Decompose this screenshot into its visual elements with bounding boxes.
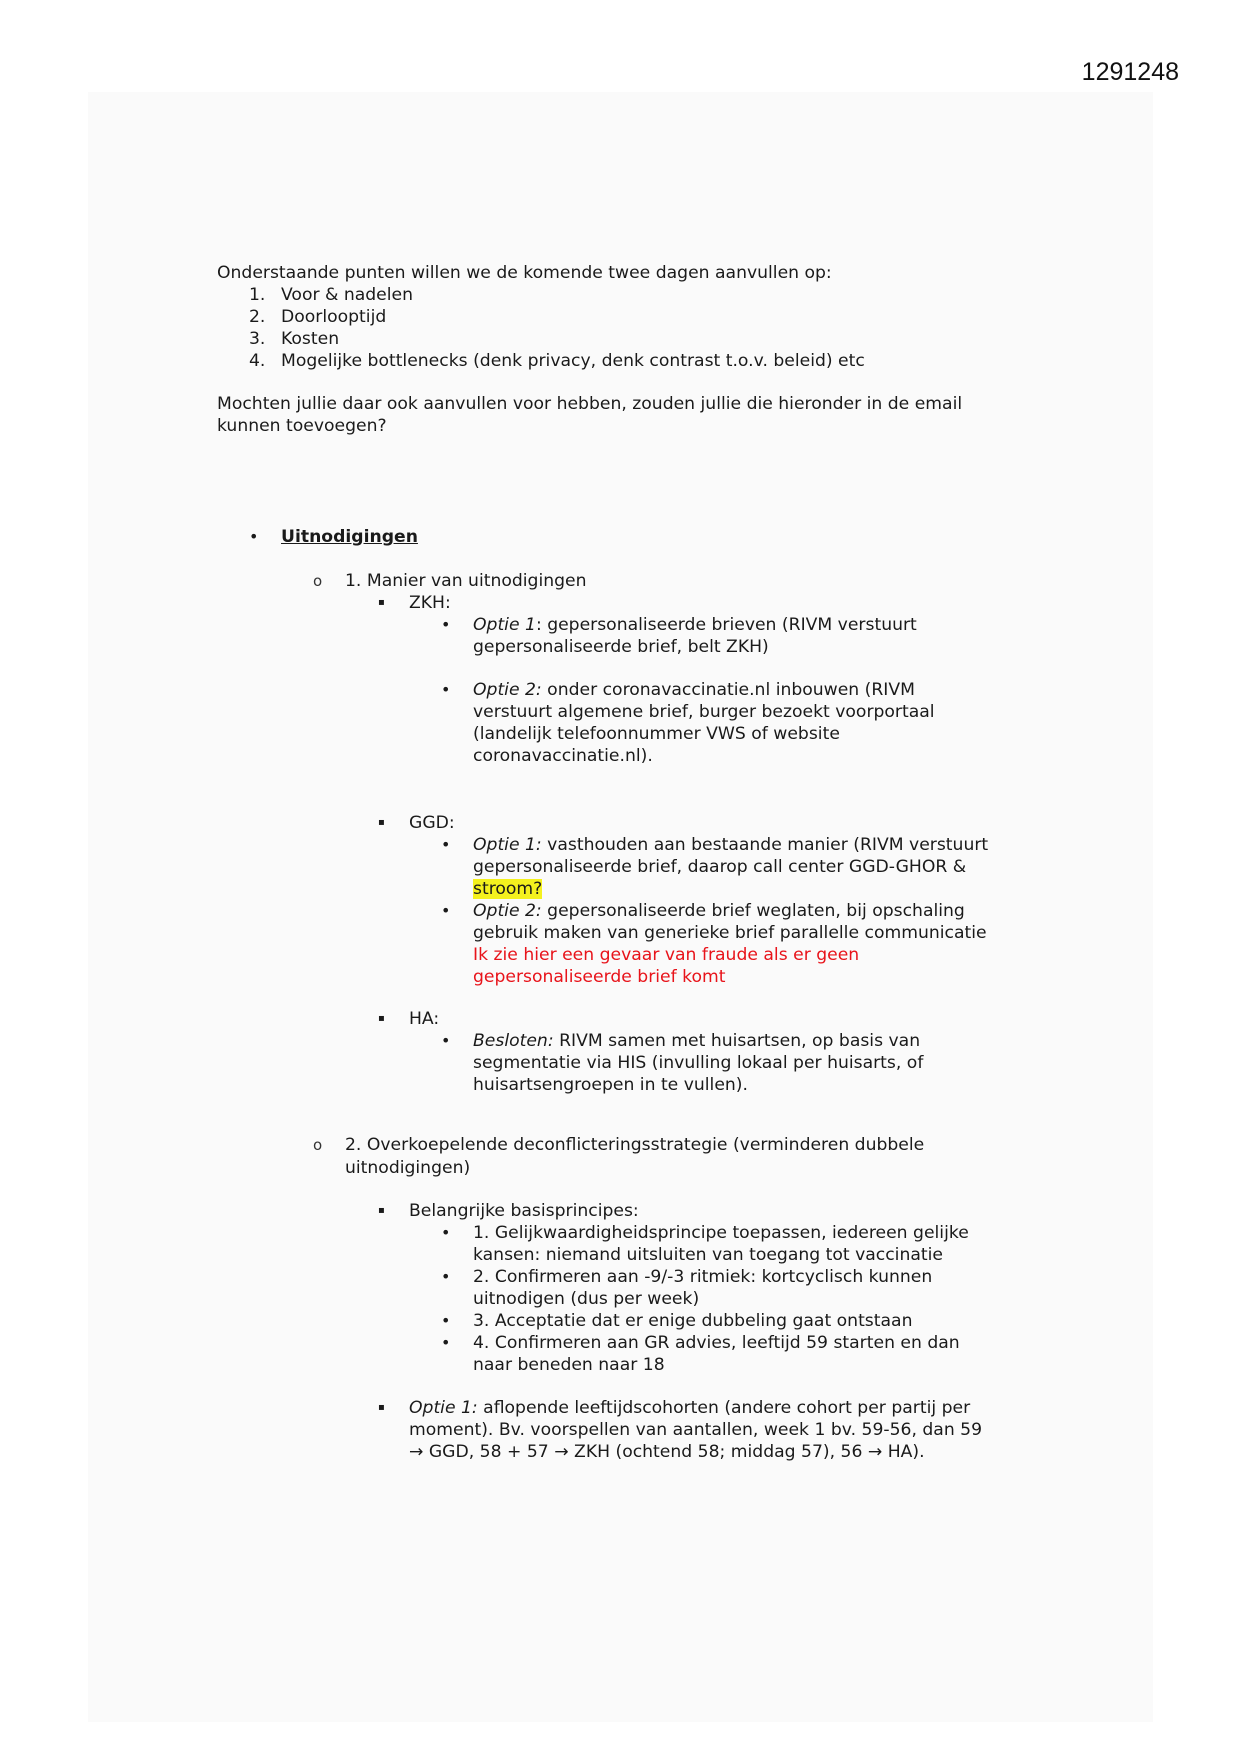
bullet-marker: • bbox=[441, 1333, 451, 1352]
square-marker: ▪ bbox=[378, 1205, 385, 1216]
zkh-option-1 bbox=[473, 614, 917, 636]
principle-item-cont: kansen: niemand uitsluiten van toegang tot vaccinatie bbox=[473, 1245, 943, 1265]
bullet-marker: • bbox=[441, 901, 451, 920]
sub2-option-1 bbox=[409, 1397, 970, 1419]
review-comment: gepersonaliseerde brief komt bbox=[473, 967, 726, 987]
intro-question: Mochten jullie daar ook aanvullen voor hebben, zouden jullie die hieronder in de email bbox=[217, 394, 963, 414]
intro-question: kunnen toevoegen? bbox=[217, 416, 387, 436]
option-text: RIVM samen met huisartsen, op basis van bbox=[553, 1031, 921, 1051]
ha-decision-cont: segmentatie via HIS (invulling lokaal per huisarts, of bbox=[473, 1053, 924, 1073]
ggd-option-1 bbox=[473, 834, 988, 856]
option-label: Optie 2: bbox=[473, 680, 542, 700]
bullet-marker: • bbox=[249, 527, 259, 546]
ggd-option-1-cont: gepersonaliseerde brief, daarop call center GGD-GHOR & bbox=[473, 857, 967, 877]
principle-item: 4. Confirmeren aan GR advies, leeftijd 59 starten en dan bbox=[473, 1333, 960, 1353]
document-number: 1291248 bbox=[1081, 58, 1179, 86]
ggd-option-2-cont: gebruik maken van generieke brief parallelle communicatie bbox=[473, 923, 987, 943]
principle-item-cont: naar beneden naar 18 bbox=[473, 1355, 665, 1375]
option-label: Optie 1: bbox=[409, 1398, 478, 1418]
intro-item-text: Kosten bbox=[281, 329, 340, 349]
ggd-option-1-cont bbox=[473, 878, 542, 900]
sub2-option-1-cont: → GGD, 58 + 57 → ZKH (ochtend 58; middag 57), 56 → HA). bbox=[409, 1442, 925, 1462]
ha-decision bbox=[473, 1030, 920, 1052]
option-text: onder coronavaccinatie.nl inbouwen (RIVM bbox=[541, 680, 915, 700]
intro-item-text: Voor & nadelen bbox=[281, 285, 414, 305]
intro-line: Onderstaande punten willen we de komende twee dagen aanvullen op: bbox=[217, 263, 832, 283]
zkh-label: ZKH: bbox=[409, 593, 451, 613]
ha-decision-cont: huisartsengroepen in te vullen). bbox=[473, 1075, 748, 1095]
zkh-option-2 bbox=[473, 679, 915, 701]
intro-item-text: Doorlooptijd bbox=[281, 307, 387, 327]
option-text: aflopende leeftijdscohorten (andere cohort per partij per bbox=[477, 1398, 971, 1418]
option-text: gepersonaliseerde brief weglaten, bij opschaling bbox=[541, 901, 965, 921]
intro-item-number: 2. bbox=[249, 307, 266, 327]
bullet-marker: • bbox=[441, 835, 451, 854]
review-comment: Ik zie hier een gevaar van fraude als er geen bbox=[473, 945, 860, 965]
principle-item: 3. Acceptatie dat er enige dubbeling gaat ontstaan bbox=[473, 1311, 913, 1331]
ggd-option-2 bbox=[473, 900, 965, 922]
subsection-title: 2. Overkoepelende deconflicteringsstrategie (verminderen dubbele bbox=[345, 1135, 925, 1155]
bullet-marker: • bbox=[441, 615, 451, 634]
section-heading: Uitnodigingen bbox=[281, 527, 418, 547]
square-marker: ▪ bbox=[378, 597, 385, 608]
principle-item: 2. Confirmeren aan -9/-3 ritmiek: kortcyclisch kunnen bbox=[473, 1267, 933, 1287]
intro-item-number: 1. bbox=[249, 285, 266, 305]
square-marker: ▪ bbox=[378, 1402, 385, 1413]
subsection-title: 1. Manier van uitnodigingen bbox=[345, 571, 587, 591]
bullet-marker: • bbox=[441, 1311, 451, 1330]
intro-item-number: 3. bbox=[249, 329, 266, 349]
zkh-option-1-cont: gepersonaliseerde brief, belt ZKH) bbox=[473, 637, 769, 657]
option-text: : gepersonaliseerde brieven (RIVM verstuurt bbox=[535, 615, 917, 635]
option-label: Optie 1 bbox=[473, 615, 536, 635]
bullet-marker: • bbox=[441, 680, 451, 699]
sub2-option-1-cont: moment). Bv. voorspellen van aantallen, week 1 bv. 59-56, dan 59 bbox=[409, 1420, 983, 1440]
zkh-option-2-cont: coronavaccinatie.nl). bbox=[473, 746, 653, 766]
square-marker: ▪ bbox=[378, 1013, 385, 1024]
bullet-marker: • bbox=[441, 1031, 451, 1050]
option-label: Optie 1: bbox=[473, 835, 542, 855]
option-text: vasthouden aan bestaande manier (RIVM verstuurt bbox=[541, 835, 989, 855]
intro-item-number: 4. bbox=[249, 351, 266, 371]
circle-marker: o bbox=[313, 1136, 323, 1154]
bullet-marker: • bbox=[441, 1267, 451, 1286]
intro-item-text: Mogelijke bottlenecks (denk privacy, denk contrast t.o.v. beleid) etc bbox=[281, 351, 865, 371]
option-label: Optie 2: bbox=[473, 901, 542, 921]
principles-label: Belangrijke basisprincipes: bbox=[409, 1201, 639, 1221]
ggd-label: GGD: bbox=[409, 813, 455, 833]
principle-item: 1. Gelijkwaardigheidsprincipe toepassen, iedereen gelijke bbox=[473, 1223, 969, 1243]
subsection-title-cont: uitnodigingen) bbox=[345, 1158, 471, 1178]
principle-item-cont: uitnodigen (dus per week) bbox=[473, 1289, 700, 1309]
circle-marker: o bbox=[313, 572, 323, 590]
zkh-option-2-cont: verstuurt algemene brief, burger bezoekt voorportaal bbox=[473, 702, 935, 722]
zkh-option-2-cont: (landelijk telefoonnummer VWS of website bbox=[473, 724, 840, 744]
highlighted-text: stroom? bbox=[473, 879, 543, 899]
bullet-marker: • bbox=[441, 1223, 451, 1242]
option-label: Besloten: bbox=[473, 1031, 554, 1051]
ha-label: HA: bbox=[409, 1009, 440, 1029]
square-marker: ▪ bbox=[378, 817, 385, 828]
